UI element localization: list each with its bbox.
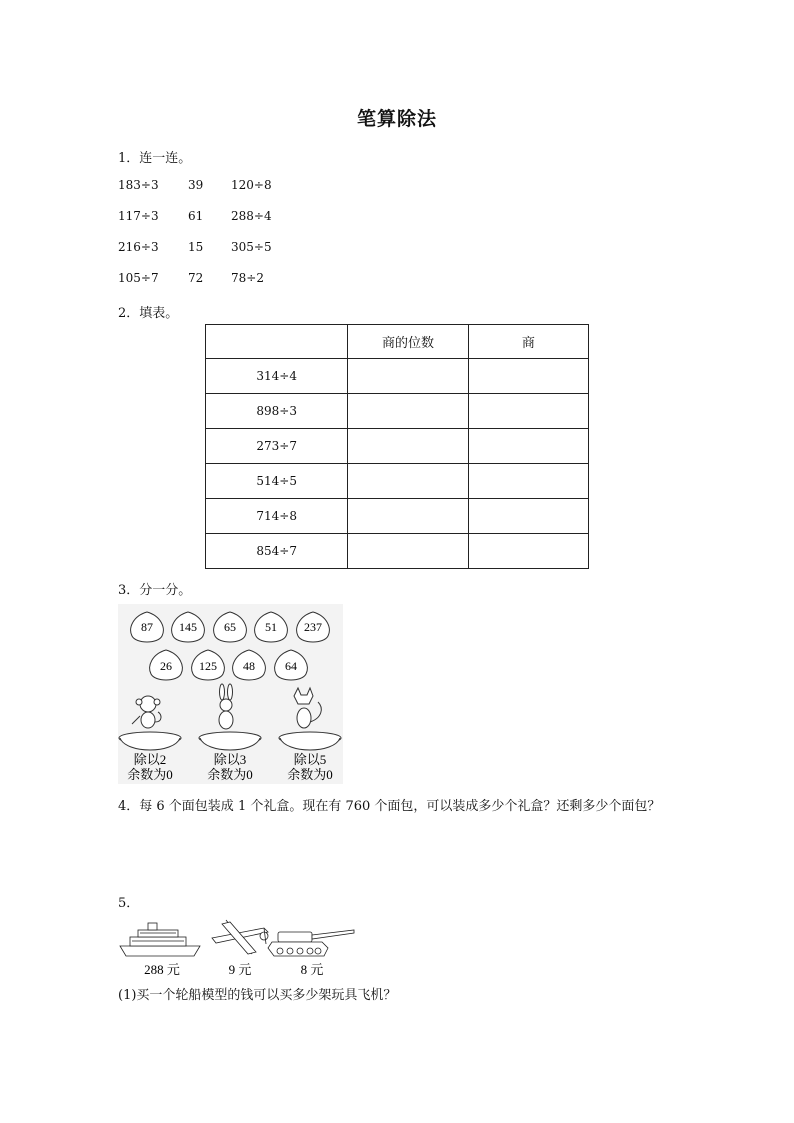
- ship-icon: [120, 923, 200, 956]
- quotient-answer-cell[interactable]: [468, 534, 588, 569]
- middle-number: 61: [188, 209, 204, 223]
- question-4-text: 4．每 6 个面包装成 1 个礼盒。现在有 760 个面包，可以装成多少个礼盒？还剩多少个面包？: [118, 799, 661, 814]
- question-5-label: 5．: [118, 896, 140, 911]
- header-quotient: 商: [468, 325, 588, 359]
- bowl-rule: 除以2: [133, 752, 167, 767]
- left-expression: 105÷7: [118, 271, 159, 285]
- peach-number: 26: [160, 659, 172, 673]
- table-row: [206, 464, 589, 499]
- left-expression: 117÷3: [118, 209, 159, 223]
- table-header-row: [206, 325, 589, 359]
- right-expression: 305÷5: [231, 240, 272, 254]
- left-expression: 183÷3: [118, 178, 159, 192]
- quotient-answer-cell[interactable]: [468, 359, 588, 394]
- middle-number: 39: [188, 178, 204, 192]
- right-expression: 78÷2: [231, 271, 264, 285]
- digits-answer-cell[interactable]: [348, 394, 468, 429]
- table-row: [206, 359, 589, 394]
- digits-answer-cell[interactable]: [348, 464, 468, 499]
- expression-cell: 714÷8: [206, 499, 348, 534]
- quotient-answer-cell[interactable]: [468, 394, 588, 429]
- bowl-remainder: 余数为0: [127, 767, 173, 782]
- digits-answer-cell[interactable]: [348, 359, 468, 394]
- quotient-answer-cell[interactable]: [468, 499, 588, 534]
- table-row: [206, 429, 589, 464]
- fill-table: [205, 324, 589, 569]
- airplane-price: 9 元: [228, 962, 252, 977]
- ship-price: 288 元: [144, 962, 180, 977]
- bowl-remainder: 余数为0: [287, 767, 333, 782]
- peach-number: 51: [265, 620, 277, 634]
- sorting-figure: [118, 604, 343, 784]
- peach-number: 125: [199, 659, 217, 673]
- bowl-rule: 除以5: [293, 752, 327, 767]
- expression-cell: 854÷7: [206, 534, 348, 569]
- digits-answer-cell[interactable]: [348, 429, 468, 464]
- toy-prices-figure: [118, 910, 358, 980]
- bowl-remainder: 余数为0: [207, 767, 253, 782]
- peach-number: 145: [179, 620, 197, 634]
- peach-number: 65: [224, 620, 236, 634]
- header-blank: [206, 325, 348, 359]
- question-3-label: 3．分一分。: [118, 583, 192, 598]
- right-expression: 288÷4: [231, 209, 272, 223]
- right-expression: 120÷8: [231, 178, 272, 192]
- quotient-answer-cell[interactable]: [468, 464, 588, 499]
- question-2-label: 2．填表。: [118, 306, 179, 321]
- expression-cell: 314÷4: [206, 359, 348, 394]
- expression-cell: 514÷5: [206, 464, 348, 499]
- peach-number: 87: [141, 620, 153, 634]
- header-quotient-digits: 商的位数: [348, 325, 468, 359]
- left-expression: 216÷3: [118, 240, 159, 254]
- question-5-sub-1: (1)买一个轮船模型的钱可以买多少架玩具飞机？: [118, 988, 397, 1003]
- tank-price: 8 元: [300, 962, 324, 977]
- peach-number: 64: [285, 659, 297, 673]
- question-1-label: 1．连一连。: [118, 151, 192, 166]
- peach-number: 237: [304, 620, 322, 634]
- page-title: 笔算除法: [356, 108, 437, 130]
- middle-number: 15: [188, 240, 204, 254]
- table-row: [206, 394, 589, 429]
- tank-icon: [268, 930, 354, 956]
- peach-number: 48: [243, 659, 255, 673]
- expression-cell: 898÷3: [206, 394, 348, 429]
- expression-cell: 273÷7: [206, 429, 348, 464]
- quotient-answer-cell[interactable]: [468, 429, 588, 464]
- digits-answer-cell[interactable]: [348, 534, 468, 569]
- airplane-icon: [212, 920, 268, 954]
- digits-answer-cell[interactable]: [348, 499, 468, 534]
- table-row: [206, 534, 589, 569]
- bowl-rule: 除以3: [213, 752, 247, 767]
- table-row: [206, 499, 589, 534]
- middle-number: 72: [188, 271, 204, 285]
